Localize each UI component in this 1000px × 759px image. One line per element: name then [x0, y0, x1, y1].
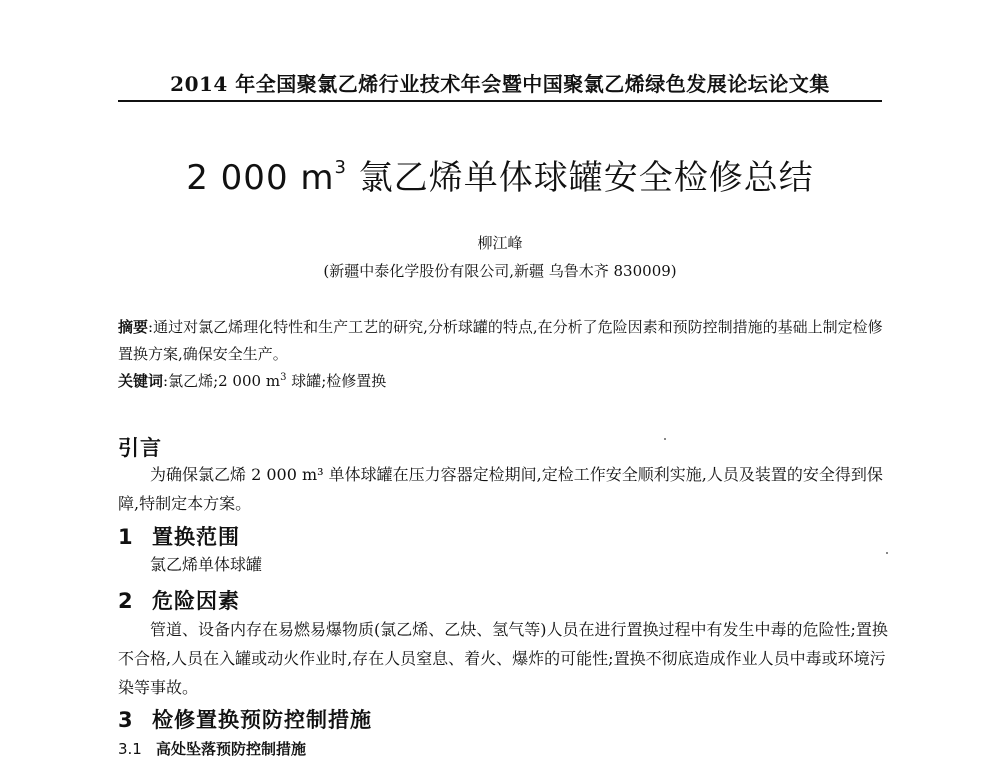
section-title: 置换范围 — [152, 525, 240, 549]
subsection-title: 高处坠落预防控制措施 — [156, 740, 307, 758]
keywords-part2: 球罐;检修置换 — [286, 372, 387, 390]
paper-title — [118, 150, 882, 199]
header-rule — [118, 100, 882, 102]
running-header: 2014 年全国聚氯乙烯行业技术年会暨中国聚氯乙烯绿色发展论坛论文集 — [170, 72, 830, 96]
abstract-text: :通过对氯乙烯理化特性和生产工艺的研究,分析球罐的特点,在分析了危险因素和预防控制措施的基础上制定检修置换方案,确保安全生产。 — [118, 318, 883, 363]
section-heading-3 — [118, 704, 372, 734]
section-heading-1 — [118, 521, 240, 551]
abstract-label: 摘要 — [118, 318, 149, 336]
section-number: 2 — [118, 589, 134, 613]
title-rest: 氯乙烯单体球罐安全检修总结 — [346, 158, 814, 198]
title-main: 2 000 m — [186, 158, 335, 198]
section-number: 1 — [118, 525, 134, 549]
abstract — [118, 314, 888, 368]
subsection-number: 3.1 — [118, 740, 142, 758]
title-superscript: 3 — [334, 156, 347, 178]
author: 柳江峰 — [477, 234, 523, 252]
section-title: 检修置换预防控制措施 — [152, 708, 372, 732]
section-1-paragraph: 氯乙烯单体球罐 — [150, 555, 263, 574]
scan-speck — [886, 552, 888, 554]
section-heading-intro: 引言 — [118, 436, 162, 460]
section-title: 危险因素 — [152, 589, 240, 613]
subsection-heading-3-1 — [118, 738, 306, 759]
affiliation: (新疆中泰化学股份有限公司,新疆 乌鲁木齐 830009) — [323, 262, 677, 280]
intro-paragraph: 为确保氯乙烯 2 000 m³ 单体球罐在压力容器定检期间,定检工作安全顺利实施,人员及装置的安全得到保障,特制定本方案。 — [118, 465, 883, 513]
keywords-superscript: 3 — [280, 372, 287, 383]
section-heading-2 — [118, 585, 240, 615]
section-2-paragraph: 管道、设备内存在易燃易爆物质(氯乙烯、乙炔、氢气等)人员在进行置换过程中有发生中毒的危险性;置换不合格,人员在入罐或动火作业时,存在人员窒息、着火、爆炸的可能性;置换不彻底造成作业人员中毒或环境污染等事故。 — [118, 620, 888, 697]
scan-speck — [664, 438, 666, 440]
keywords — [118, 370, 888, 391]
section-number: 3 — [118, 708, 134, 732]
keywords-label: 关键词 — [118, 372, 164, 390]
keywords-part1: :氯乙烯;2 000 m — [163, 372, 281, 390]
